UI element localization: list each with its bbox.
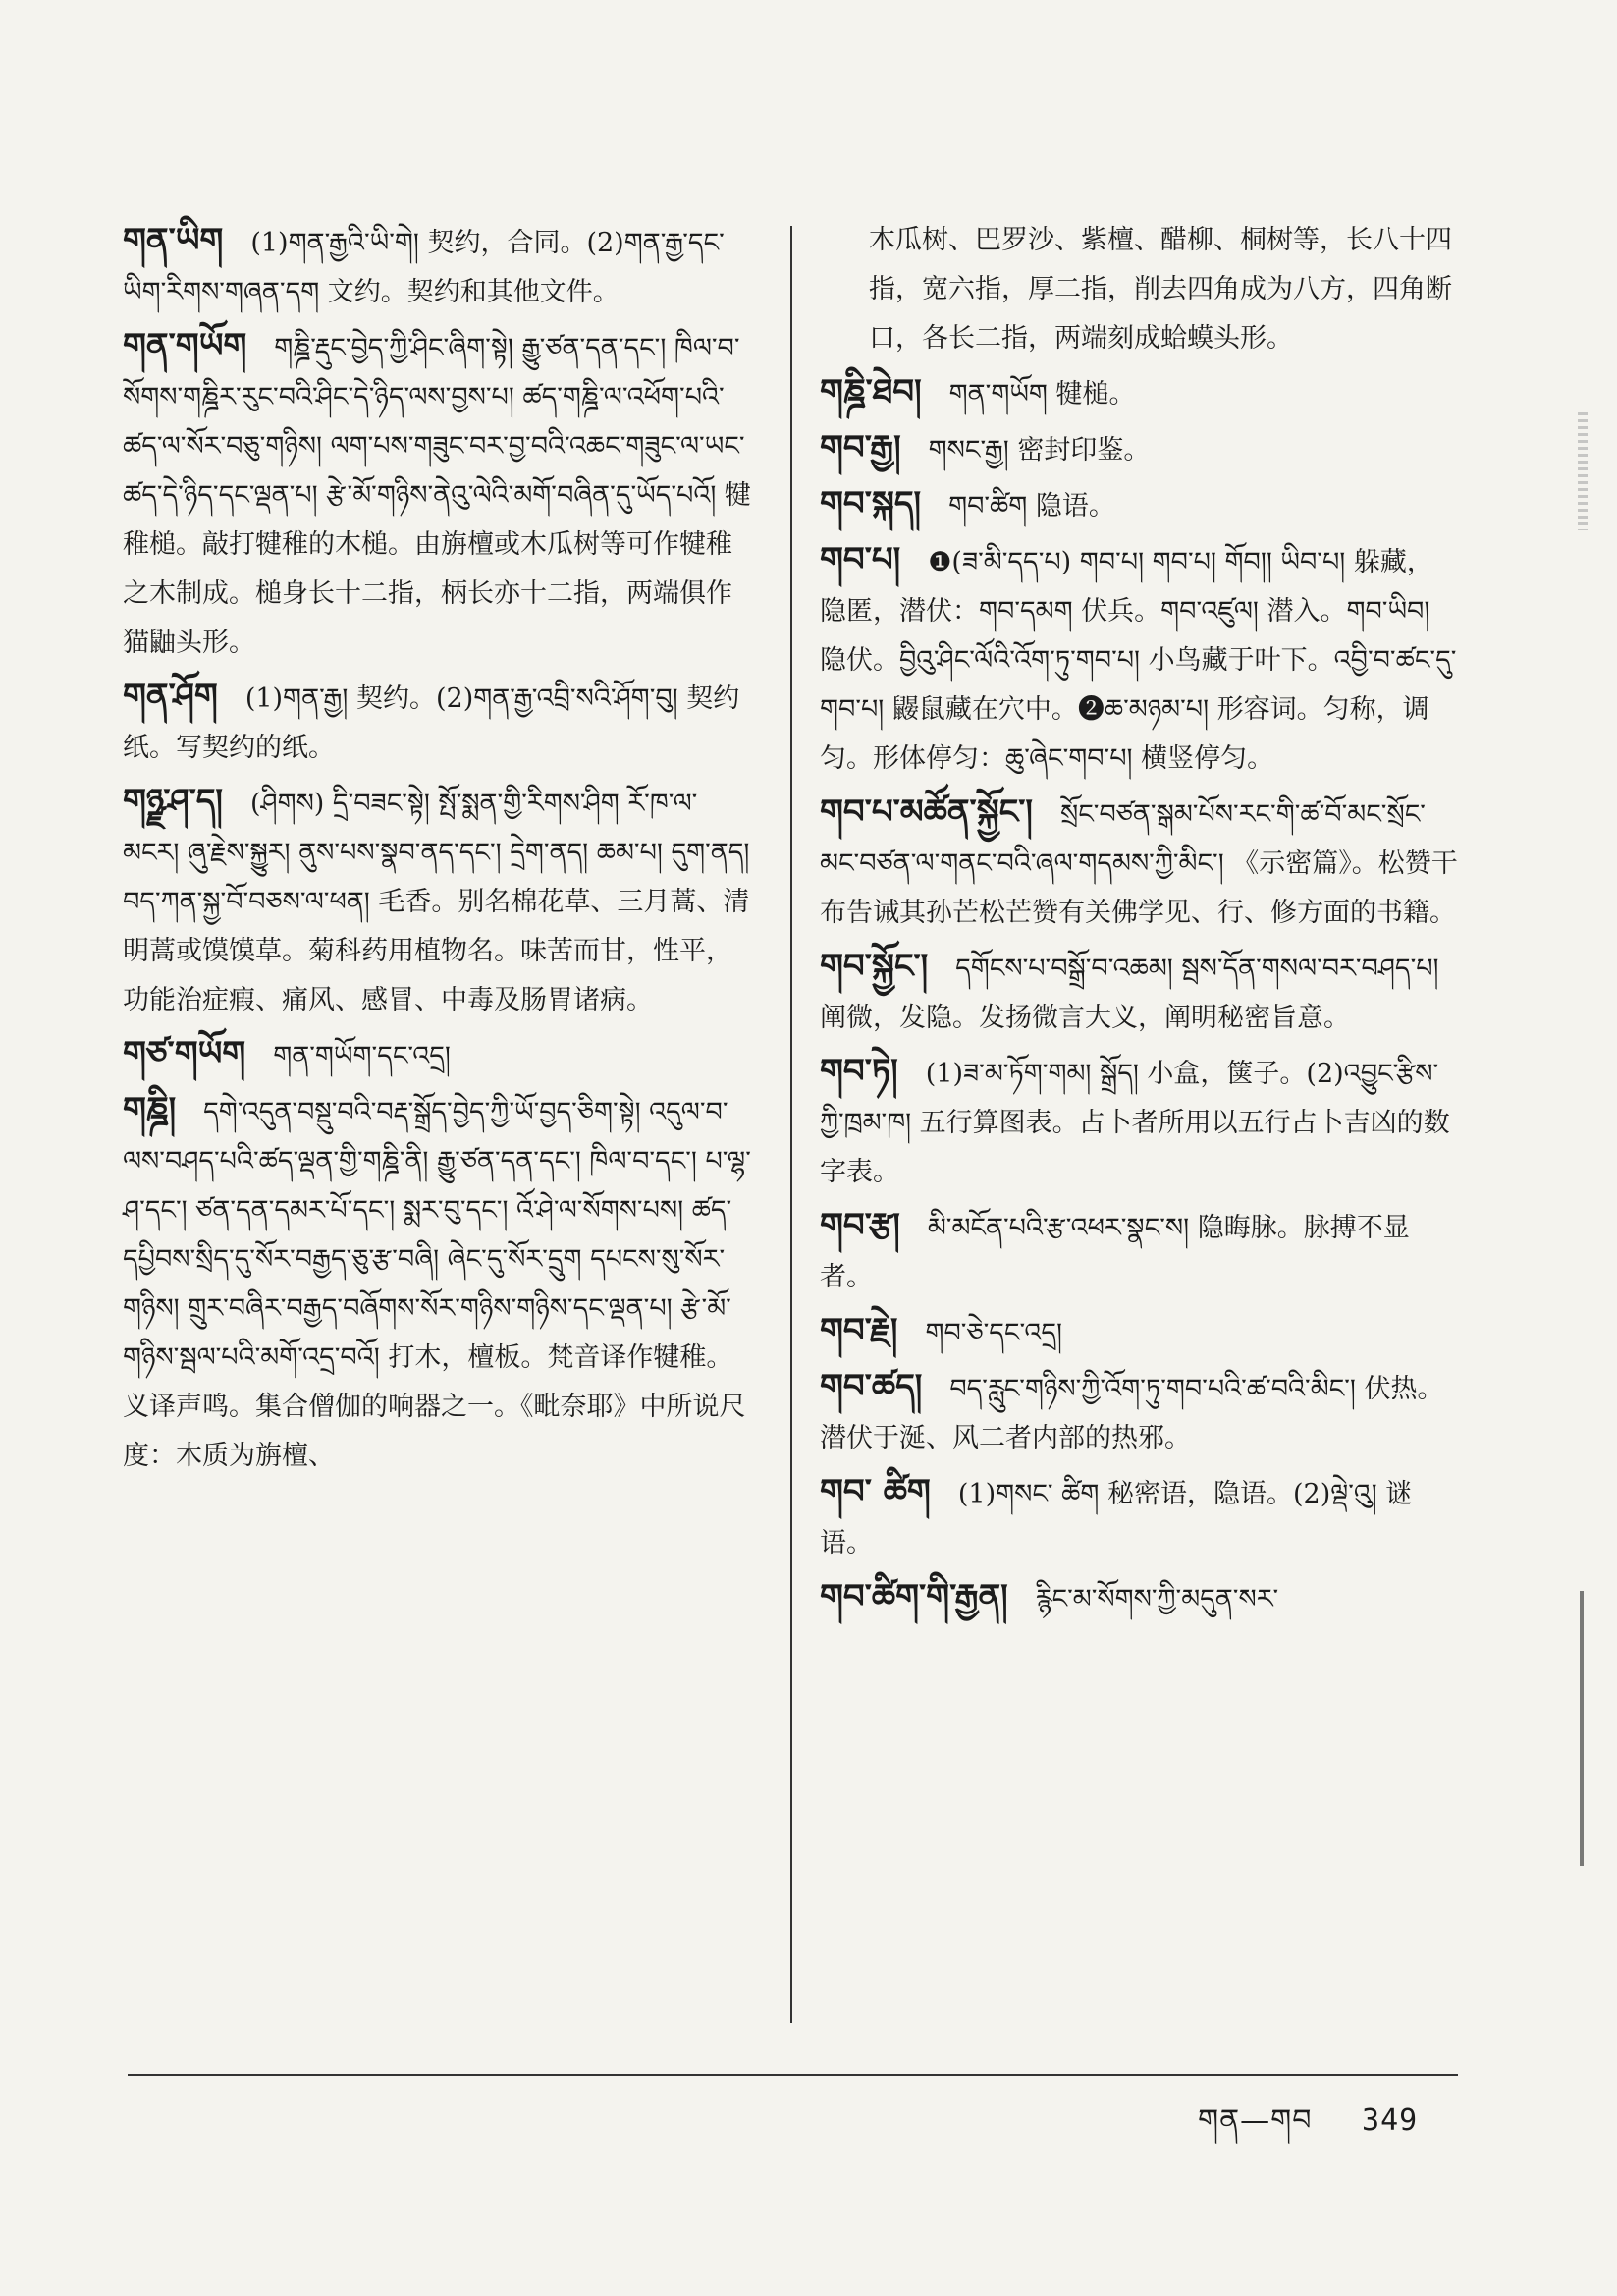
dictionary-entry [123,777,751,1025]
entry-definition: སྲོང་བཙན་སྒམ་པོས་རང་གི་ཚ་བོ་མང་སྲོང་མང་བཙན་ལ་གནང་བའི་ཞལ་གདམས་ཀྱི་མིང་། 《示密篇》。松赞干布告诫其孙芒松芒赞有关佛学见、行、修方面的书籍。 [820,799,1458,928]
dictionary-entry [123,672,751,773]
entry-headword: གཎྜི། [123,1090,177,1129]
entry-headword: གབ་པ་མཚོན་སྐྱོང་། [820,793,1033,832]
entry-headword: གབ་པ། [820,540,901,579]
entry-definition: དགེ་འདུན་བསྡུ་བའི་བརྡ་སྒྲོད་བྱེད་ཀྱི་ཡོ་བྱད་ཅིག་སྟེ། འདུལ་བ་ལས་བཤད་པའི་ཚད་ལྡན་གྱི་གཎྜི་ནི། རྒྱུ་ཙན་དན་དང་། ཁིལ་བ་དང་། པ་ལྷ་ཤ་དང་། ཙན་དན་དམར་པོ་དང་། སྨར་བུ་དང་། འོ་ཤེ་ལ་སོགས་པས། ཚད་དཔྱིབས་སྲིད་དུ་སོར་བརྒྱད་ཅུ་རྩ་བཞི། ཞེང་དུ་སོར་དྲུག དཔངས་སུ་སོར་གཉིས། གྲུར་བཞིར་བརྒྱད་བཞོགས་སོར་གཉིས་གཉིས་དང་ལྡན་པ། རྩེ་མོ་གཉིས་སྦལ་པའི་མགོ་འདྲ་བའོ། 打木，檀板。梵音译作犍稚。义译声鸣。集合僧伽的响器之一。《毗奈耶》中所说尺度：木质为旃檀、 [123,1097,751,1471]
entry-definition: ❶(ཟ་མི་དད་པ) གབ་པ། གབ་པ། གོབ།། ཡིབ་པ། 躲藏，隐匿，潜伏：གབ་དམག 伏兵。གབ་འཛུལ། 潜入。གབ་ཡིབ། 隐伏。བྱིའུ་ཤིང་ལོའི་འོག་ཏུ་གབ་པ། 小鸟藏于叶下。འབྱི་བ་ཚང་དུ་གབ་པ། 鼹鼠藏在穴中。❷ཆ་མཉམ་པ། 形容词。匀称，调匀。形体停匀：ཆུ་ཞེང་གབ་པ། 横竖停匀。 [820,547,1457,774]
dictionary-entry [820,423,1458,475]
entry-definition: གབ་ཚིག 隐语。 [948,491,1115,521]
entry-headword: གབ་སྐྱོང་། [820,947,929,986]
entry-headword: གཎྜི་ཐེབ། [820,372,922,411]
dictionary-entry [123,1029,751,1081]
entry-definition: བད་རླུང་གཉིས་ཀྱི་འོག་ཏུ་གབ་པའི་ཚ་བའི་མིང་། 伏热。潜伏于涎、风二者内部的热邪。 [820,1374,1444,1453]
entry-definition: མི་མངོན་པའི་རྩ་འཕར་སྣང་ས། 隐晦脉。脉搏不显者。 [820,1213,1410,1292]
scan-edge-mark [1580,1591,1584,1866]
column-divider [790,226,792,2023]
footer-rule [128,2074,1458,2076]
entry-definition: རྙིང་མ་སོགས་ཀྱི་མདུན་སར་ [1035,1584,1279,1614]
dictionary-entry [820,216,1458,363]
dictionary-entry [820,535,1458,784]
dictionary-entry [820,1467,1458,1568]
entry-definition: གན་གཡོག 犍槌。 [948,379,1136,410]
dictionary-entry [123,321,751,668]
entry-headword: གཉྫ་ཤ་ད། [123,782,223,821]
entry-headword: གབ་སྐད། [820,484,922,523]
entry-headword: གན་གཡོག [123,326,247,365]
entry-definition: (1)གན་རྒྱའི་ཡི་གེ། 契约，合同。(2)གན་རྒྱ་དང་ཡིག་རིགས་གཞན་དག 文约。契约和其他文件。 [123,228,725,307]
entry-headword: གབ་ ཚིག [820,1472,931,1511]
entry-headword: གན་ཡིག [123,221,224,260]
footer-range: གན—གབ [1198,2104,1313,2138]
entry-headword: གན་ཤོག [123,677,218,716]
entry-definition: (ཤིགས) དྲི་བཟང་སྟེ། སྤོ་སྨན་གྱི་རིགས་ཤིག རོ་ཁ་ལ་མངར། ཞུ་རྗེས་སྐྱུར། ནུས་པས་སྣབ་ནད་དང་། དྲེག་ནད། ཆམ་པ། དུག་ནད། བད་ཀན་སྐྱ་བོ་བཅས་ལ་ཕན། 毛香。别名棉花草、三月蒿、清明蒿或馍馍草。菊科药用植物名。味苦而甘，性平，功能治症瘕、痛风、感冒、中毒及肠胃诸病。 [123,789,750,1015]
right-column [820,216,1458,1628]
page-footer [1198,2088,1418,2170]
entry-headword: གབ་ཏེ། [820,1052,898,1091]
dictionary-entry [123,1085,751,1481]
dictionary-entry [820,1201,1458,1302]
dictionary-entry [820,479,1458,531]
entry-headword: གབ་ཚད། [820,1367,923,1406]
entry-definition: (1)ཟ་མ་ཏོག་གམ། སྒྲོད། 小盒，箧子。(2)འབྱུང་རྩིས་ཀྱི་ཁྲམ་ཁ། 五行算图表。占卜者所用以五行占卜吉凶的数字表。 [820,1059,1450,1187]
entry-definition: (1)གསང་ ཚིག 秘密语，隐语。(2)ལྡེ་འུ། 谜语。 [820,1479,1413,1558]
dictionary-entry [820,367,1458,419]
entry-headword: གབ་རྒྱ། [820,428,901,467]
scan-edge-mark [1578,412,1588,530]
dictionary-entry [820,788,1458,938]
entry-definition: དགོངས་པ་བསྒྲོ་བ་འཆམ། སྦས་དོན་གསལ་བར་བཤད་པ། 阐微，发隐。发扬微言大义，阐明秘密旨意。 [820,954,1439,1033]
dictionary-entry [820,1572,1458,1624]
entry-definition: གན་གཡོག་དང་འདྲ། [273,1041,451,1071]
dictionary-entry [820,1047,1458,1197]
dictionary-entry [820,942,1458,1043]
entry-definition: 木瓜树、巴罗沙、紫檀、醋柳、桐树等，长八十四指，宽六指，厚二指，削去四角成为八方，四角断口，各长二指，两端刻成蛤蟆头形。 [869,225,1452,354]
entry-definition: གཎྜི་རྡུང་བྱེད་ཀྱི་ཤིང་ཞིག་སྟེ། རྒྱུ་ཙན་དན་དང་། ཁིལ་བ་སོགས་གཎྜིར་རུང་བའི་ཤིང་དེ་ཉིད་ལས་བྱས་པ། ཚད་གཎྜི་ལ་འཕོག་པའི་ཚད་ལ་སོར་བཅུ་གཉིས། ལག་པས་གཟུང་བར་བྱ་བའི་འཆང་གཟུང་ལ་ཡང་ཚད་དེ་ཉིད་དང་ལྡན་པ། རྩེ་མོ་གཉིས་ནེའུ་ལེའི་མགོ་བཞིན་དུ་ཡོད་པའོ། 犍稚槌。敲打犍稚的木槌。由旃檀或木瓜树等可作犍稚之木制成。槌身长十二指，柄长亦十二指，两端俱作猫鼬头形。 [123,333,751,658]
entry-definition: གབ་ཅེ་དང་འདྲ། [925,1318,1063,1348]
page-number: 349 [1362,2104,1419,2138]
dictionary-entry [123,216,751,317]
dictionary-entry [820,1362,1458,1463]
left-column [123,216,751,1485]
dictionary-entry [820,1306,1458,1358]
entry-definition: (1)གན་རྒྱ། 契约。(2)གན་རྒྱ་འབྲི་སའི་ཤོག་བུ། 契约纸。写契约的纸。 [123,683,740,763]
entry-headword: གབ་རྩ། [820,1206,900,1245]
entry-headword: གབ་རྗེ། [820,1311,898,1350]
entry-headword: གབ་ཚིག་གི་རྒྱན། [820,1577,1008,1616]
entry-headword: གཙ་གཡོག [123,1034,246,1073]
entry-definition: གསང་རྒྱ། 密封印鉴。 [928,435,1151,465]
